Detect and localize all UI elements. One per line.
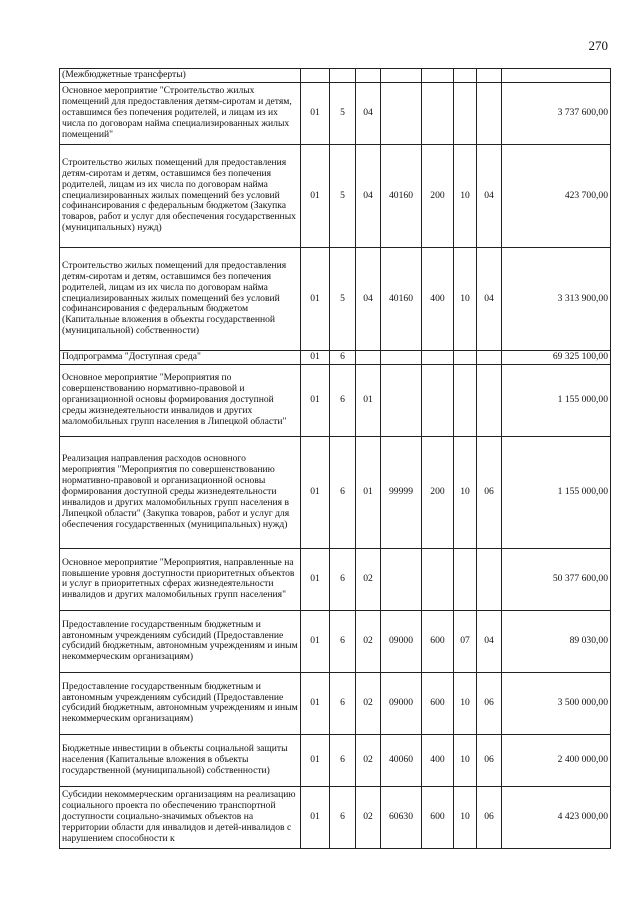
code-program: 01 xyxy=(301,610,330,672)
code-section: 10 xyxy=(454,734,477,786)
code-section xyxy=(454,364,477,436)
row-description: Строительство жилых помещений для предоставления детям-сиротам и детям, оставшимся без попечения родителей, лицам из их числа по договорам найма специализированных жилых помещений без условий софинансирования с федеральным бюджетом (Капитальные вложения в объекты государственной (муниципальной) собственности) xyxy=(60,248,301,351)
code-expense-type: 200 xyxy=(422,436,454,548)
code-subprogram: 6 xyxy=(330,610,356,672)
table-row xyxy=(60,786,611,848)
row-description: (Межбюджетные трансферты) xyxy=(60,69,301,83)
code-event xyxy=(356,69,381,83)
row-amount: 2 400 000,00 xyxy=(502,734,611,786)
code-section: 10 xyxy=(454,145,477,248)
row-description: Основное мероприятие "Строительство жилых помещений для предоставления детям-сиротам и детям, оставшимся без попечения родителей, и лицам из их числа по договорам найма специализированных жилых помещений" xyxy=(60,83,301,145)
code-subsection: 04 xyxy=(477,248,502,351)
row-description: Основное мероприятие "Мероприятия по совершенствованию нормативно-правовой и организационной основы формирования доступной среды жизнедеятельности инвалидов и других маломобильных групп населения в Липецкой области" xyxy=(60,364,301,436)
code-section xyxy=(454,351,477,365)
row-amount: 89 030,00 xyxy=(502,610,611,672)
code-direction: 09000 xyxy=(381,672,422,734)
code-subprogram: 6 xyxy=(330,351,356,365)
code-subprogram: 6 xyxy=(330,786,356,848)
code-subsection xyxy=(477,69,502,83)
code-direction: 40160 xyxy=(381,248,422,351)
code-subsection: 04 xyxy=(477,145,502,248)
table-row xyxy=(60,364,611,436)
code-expense-type xyxy=(422,351,454,365)
code-subprogram: 6 xyxy=(330,734,356,786)
code-program: 01 xyxy=(301,734,330,786)
code-direction: 40160 xyxy=(381,145,422,248)
code-subsection xyxy=(477,364,502,436)
code-subsection: 06 xyxy=(477,672,502,734)
row-description: Реализация направления расходов основного мероприятия "Мероприятия по совершенствованию нормативно-правовой и организационной основы формирования доступной среды жизнедеятельности инвалидов и других маломобильных групп населения в Липецкой области" (Закупка товаров, работ и услуг для обеспечения государственных (муниципальных) нужд) xyxy=(60,436,301,548)
code-subsection: 04 xyxy=(477,610,502,672)
code-program: 01 xyxy=(301,83,330,145)
code-expense-type: 600 xyxy=(422,786,454,848)
code-program: 01 xyxy=(301,436,330,548)
code-subsection: 06 xyxy=(477,734,502,786)
code-expense-type xyxy=(422,69,454,83)
row-amount: 423 700,00 xyxy=(502,145,611,248)
code-program: 01 xyxy=(301,786,330,848)
code-subprogram: 6 xyxy=(330,672,356,734)
row-amount xyxy=(502,69,611,83)
code-program: 01 xyxy=(301,248,330,351)
code-event: 02 xyxy=(356,786,381,848)
row-description: Предоставление государственным бюджетным и автономным учреждениям субсидий (Предоставление субсидий бюджетным, автономным учреждениям и иным некоммерческим организациям) xyxy=(60,672,301,734)
row-description: Предоставление государственным бюджетным и автономным учреждениям субсидий (Предоставление субсидий бюджетным, автономным учреждениям и иным некоммерческим организациям) xyxy=(60,610,301,672)
row-description: Бюджетные инвестиции в объекты социальной защиты населения (Капитальные вложения в объекты государственной (муниципальной) собственности) xyxy=(60,734,301,786)
code-expense-type xyxy=(422,83,454,145)
code-subprogram: 6 xyxy=(330,364,356,436)
code-event: 04 xyxy=(356,145,381,248)
row-amount: 1 155 000,00 xyxy=(502,364,611,436)
table-row xyxy=(60,248,611,351)
code-direction xyxy=(381,364,422,436)
table-row xyxy=(60,351,611,365)
code-direction xyxy=(381,83,422,145)
code-event: 02 xyxy=(356,734,381,786)
row-description: Основное мероприятие "Мероприятия, направленные на повышение уровня доступности приоритетных объектов и услуг в приоритетных сферах жизнедеятельности инвалидов и других маломобильных групп населения" xyxy=(60,548,301,610)
code-direction xyxy=(381,69,422,83)
code-direction xyxy=(381,548,422,610)
table-row xyxy=(60,436,611,548)
code-subsection xyxy=(477,351,502,365)
code-direction: 40060 xyxy=(381,734,422,786)
code-subprogram: 6 xyxy=(330,436,356,548)
code-direction: 99999 xyxy=(381,436,422,548)
code-subprogram xyxy=(330,69,356,83)
code-subsection xyxy=(477,548,502,610)
row-description: Субсидии некоммерческим организациям на реализацию социального проекта по обеспечению транспортной доступности социально-значимых объектов на территории области для инвалидов и детей-инвалидов с нарушением способности к xyxy=(60,786,301,848)
code-direction: 09000 xyxy=(381,610,422,672)
code-expense-type: 200 xyxy=(422,145,454,248)
table-row xyxy=(60,145,611,248)
page-number: 270 xyxy=(588,38,608,53)
code-subsection: 06 xyxy=(477,786,502,848)
code-expense-type xyxy=(422,548,454,610)
table-row xyxy=(60,83,611,145)
table-row xyxy=(60,734,611,786)
code-subsection xyxy=(477,83,502,145)
code-event xyxy=(356,351,381,365)
code-program: 01 xyxy=(301,548,330,610)
table-row xyxy=(60,610,611,672)
code-program xyxy=(301,69,330,83)
code-direction xyxy=(381,351,422,365)
code-subsection: 06 xyxy=(477,436,502,548)
code-expense-type: 400 xyxy=(422,734,454,786)
code-program: 01 xyxy=(301,364,330,436)
row-amount: 4 423 000,00 xyxy=(502,786,611,848)
row-amount: 69 325 100,00 xyxy=(502,351,611,365)
code-program: 01 xyxy=(301,351,330,365)
code-event: 04 xyxy=(356,83,381,145)
row-amount: 50 377 600,00 xyxy=(502,548,611,610)
code-event: 01 xyxy=(356,364,381,436)
code-event: 04 xyxy=(356,248,381,351)
code-section xyxy=(454,548,477,610)
row-amount: 3 500 000,00 xyxy=(502,672,611,734)
code-subprogram: 5 xyxy=(330,83,356,145)
table-row xyxy=(60,672,611,734)
code-section: 10 xyxy=(454,248,477,351)
code-event: 01 xyxy=(356,436,381,548)
code-subprogram: 5 xyxy=(330,248,356,351)
code-section: 07 xyxy=(454,610,477,672)
row-amount: 3 737 600,00 xyxy=(502,83,611,145)
table-row xyxy=(60,548,611,610)
row-description: Подпрограмма "Доступная среда" xyxy=(60,351,301,365)
code-subprogram: 6 xyxy=(330,548,356,610)
code-subprogram: 5 xyxy=(330,145,356,248)
row-description: Строительство жилых помещений для предоставления детям-сиротам и детям, оставшимся без попечения родителей, лицам из их числа по договорам найма специализированных жилых помещений без условий софинансирования с федеральным бюджетом (Закупка товаров, работ и услуг для обеспечения государственных (муниципальных) нужд) xyxy=(60,145,301,248)
code-expense-type xyxy=(422,364,454,436)
code-event: 02 xyxy=(356,548,381,610)
code-event: 02 xyxy=(356,610,381,672)
code-section: 10 xyxy=(454,436,477,548)
code-section xyxy=(454,69,477,83)
row-amount: 3 313 900,00 xyxy=(502,248,611,351)
code-program: 01 xyxy=(301,145,330,248)
code-event: 02 xyxy=(356,672,381,734)
code-section: 10 xyxy=(454,786,477,848)
code-direction: 60630 xyxy=(381,786,422,848)
code-expense-type: 600 xyxy=(422,610,454,672)
code-section xyxy=(454,83,477,145)
table-row xyxy=(60,69,611,83)
code-expense-type: 400 xyxy=(422,248,454,351)
code-section: 10 xyxy=(454,672,477,734)
code-program: 01 xyxy=(301,672,330,734)
code-expense-type: 600 xyxy=(422,672,454,734)
budget-table xyxy=(59,68,611,849)
row-amount: 1 155 000,00 xyxy=(502,436,611,548)
